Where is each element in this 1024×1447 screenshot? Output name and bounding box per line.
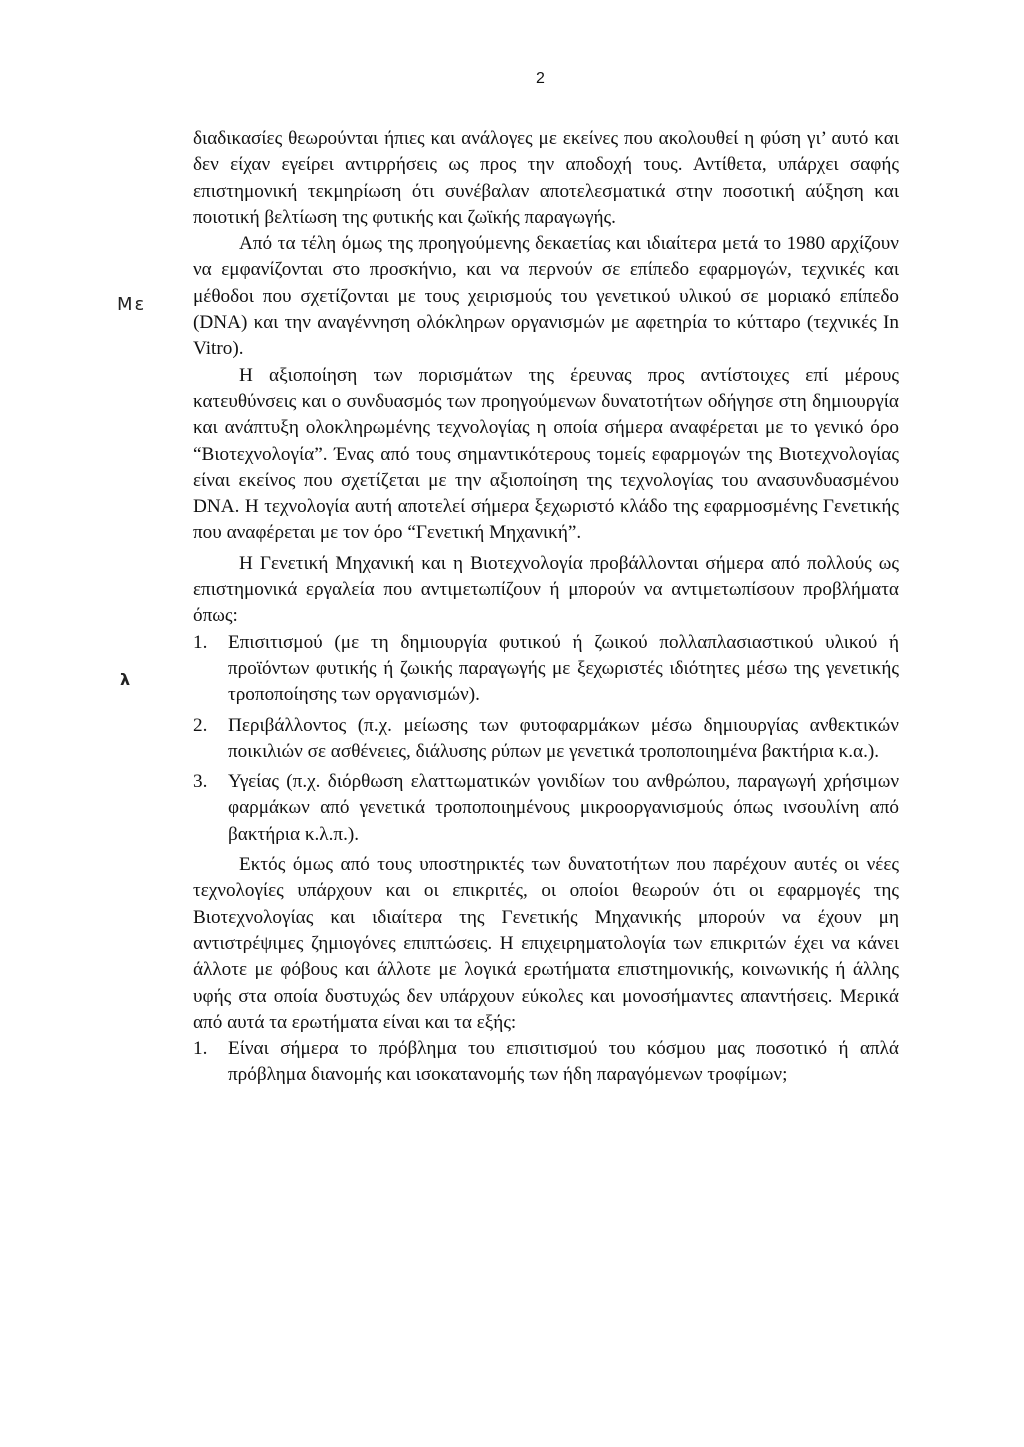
list-number: 1. [193, 1038, 208, 1060]
paragraph-5: Εκτός όμως από τους υποστηρικτές των δυνατοτήτων που παρέχουν αυτές οι νέες τεχνολογίες υπάρχουν και οι επικριτές, οι οποίοι θεωρούν ότι οι εφαρμογές της Βιοτεχνολογίας και ιδιαίτερα της Γενετικής Μηχανικής μπορούν να έχουν μη αντιστρέψιμες ζημιογόνες επιπτώσεις. Η επιχειρηματολογία των επικριτών έχει να κάνει άλλοτε με φόβους και άλλοτε με λογικά ερωτήματα επιστημονικής, κοινωνικής ή άλλης υφής στα οποία δυστυχώς δεν υπάρχουν εύκολες και μονοσήμαντες απαντήσεις. Μερικά από αυτά τα ερωτήματα είναι και τα εξής: [193, 854, 899, 1033]
applications-list [193, 630, 899, 848]
list-item [193, 1036, 899, 1089]
paragraph-4: Η Γενετική Μηχανική και η Βιοτεχνολογία προβάλλονται σήμερα από πολλούς ως επιστημονικά εργαλεία που αντιμετωπίζουν ή μπορούν να αντιμετωπίσουν προβλήματα όπως: [193, 552, 899, 627]
list-text: Υγείας (π.χ. διόρθωση ελαττωματικών γονιδίων του ανθρώπου, παραγωγή χρήσιμων φαρμάκων από γενετικά τροποποιημένους μικροοργανισμούς όπως ινσουλίνη από βακτήρια κ.λ.π.). [228, 771, 899, 845]
handwritten-margin-note: Με [117, 294, 147, 315]
handwritten-margin-mark: λ [120, 670, 131, 689]
list-number: 2. [193, 714, 208, 736]
paragraph-3: Η αξιοποίηση των πορισμάτων της έρευνας προς αντίστοιχες επί μέρους κατευθύνσεις και ο συνδυασμός των προηγούμενων δυνατοτήτων οδήγησε στη δημιουργία και ανάπτυξη ολοκληρωμένης τεχνολογίας η οποία σήμερα αναφέρεται με το γενικό όρο “Βιοτεχνολογία”. Ένας από τους σημαντικότερους τομείς εφαρμογών της Βιοτεχνολογίας είναι εκείνος που σχετίζεται με την αξιοποίηση της τεχνολογίας του ανασυνδυασμένου DNA. Η τεχνολογία αυτή αποτελεί σήμερα ξεχωριστό κλάδο της εφαρμοσμένης Γενετικής που αναφέρεται με τον όρο “Γενετική Μηχανική”. [193, 364, 899, 544]
list-item [193, 713, 899, 766]
list-number: 1. [193, 631, 208, 653]
list-number: 3. [193, 771, 208, 793]
list-text: Είναι σήμερα το πρόβλημα του επισιτισμού του κόσμου μας ποσοτικό ή απλά πρόβλημα διανομής και ισοκατανομής των ήδη παραγόμενων τροφίμων; [228, 1038, 899, 1086]
questions-list [193, 1036, 899, 1089]
paragraph-1: διαδικασίες θεωρούνται ήπιες και ανάλογες με εκείνες που ακολουθεί η φύση γι’ αυτό και δεν είχαν εγείρει αντιρρήσεις ως προς την αποδοχή τους. Αντίθετα, υπάρχει σαφής επιστημονική τεκμηρίωση ότι συνέβαλαν αποτελεσματικά στην ποσοτική αύξηση και ποιοτική βελτίωση της φυτικής και ζωϊκής παραγωγής. [193, 128, 899, 228]
page-number: 2 [536, 70, 545, 87]
paragraph-2: Από τα τέλη όμως της προηγούμενης δεκαετίας και ιδιαίτερα μετά το 1980 αρχίζουν να εμφανίζονται στο προσκήνιο, και να περνούν σε επίπεδο εφαρμογών, τεχνικές και μέθοδοι που σχετίζονται με τους χειρισμούς του γενετικού υλικού σε μοριακό επίπεδο (DNA) και την αναγέννηση ολόκληρων οργανισμών με αφετηρία το κύτταρο (τεχνικές In Vitro). [193, 233, 899, 360]
list-item [193, 769, 899, 848]
document-body [193, 126, 899, 1089]
list-item [193, 630, 899, 709]
list-text: Επισιτισμού (με τη δημιουργία φυτικού ή ζωικού πολλαπλασιαστικού υλικού ή προϊόντων φυτικής ή ζωικής παραγωγής με ξεχωριστές ιδιότητες μέσω της γενετικής τροποποίησης των οργανισμών). [228, 631, 899, 706]
list-text: Περιβάλλοντος (π.χ. μείωσης των φυτοφαρμάκων μέσω δημιουργίας ανθεκτικών ποικιλιών σε ασθένειες, διάλυσης ρύπων με γενετικά τροποποιημένα βακτήρια κ.α.). [228, 714, 899, 762]
